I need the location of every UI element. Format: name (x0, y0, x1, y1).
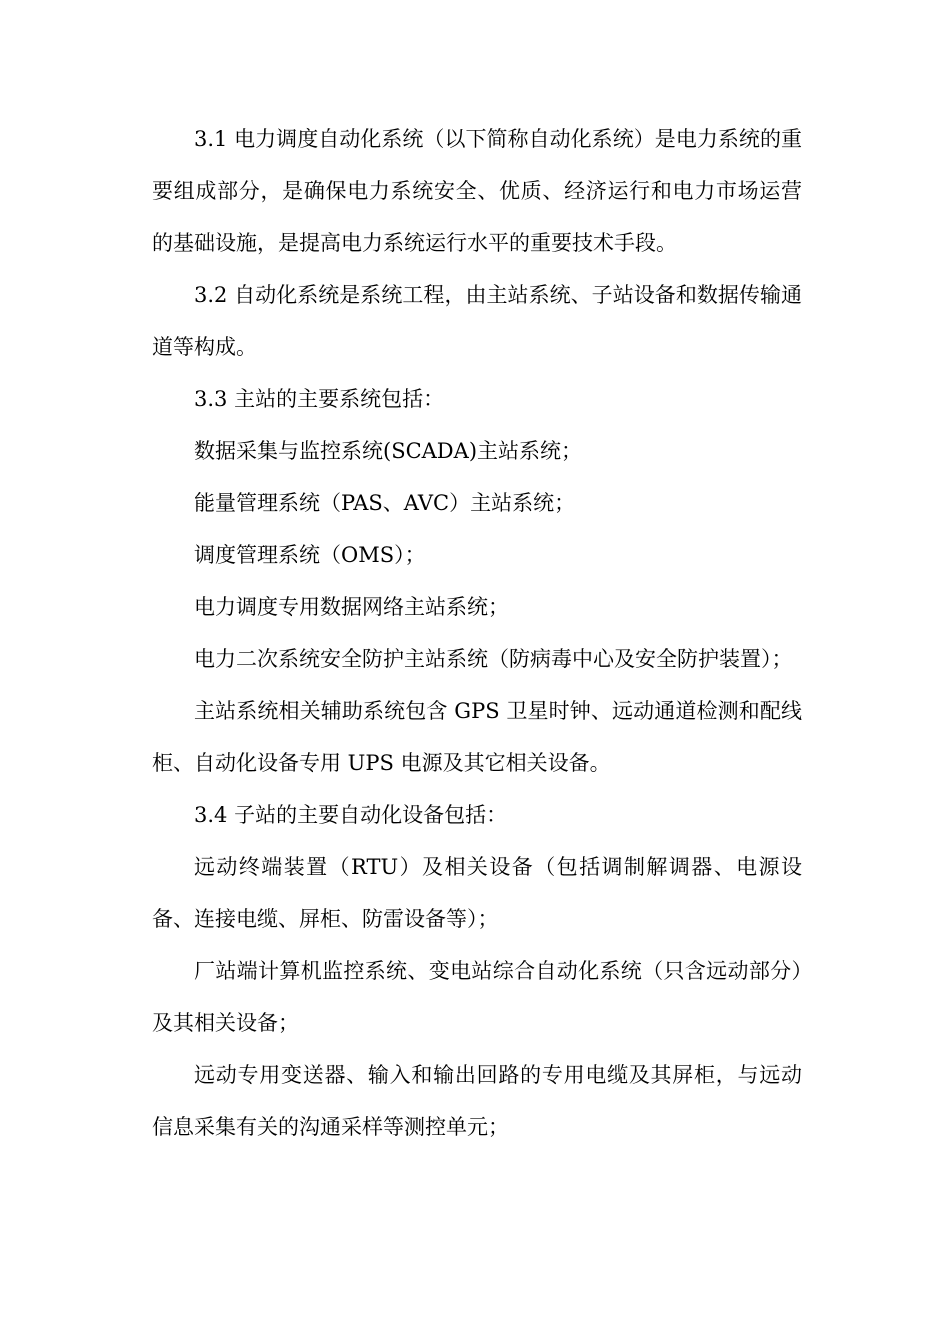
paragraph-3-1: 3.1 电力调度自动化系统（以下简称自动化系统）是电力系统的重要组成部分，是确保电力系统安全、优质、经济运行和电力市场运营的基础设施，是提高电力系统运行水平的重要技术手段。 (152, 127, 802, 255)
document-body (152, 113, 802, 1153)
list-item-rtu: 远动终端装置（RTU）及相关设备（包括调制解调器、电源设备、连接电缆、屏柜、防雷设备等）； (152, 855, 802, 931)
list-item-oms: 调度管理系统（OMS）； (194, 543, 426, 567)
list-item-auxiliary-systems: 主站系统相关辅助系统包含 GPS 卫星时钟、远动通道检测和配线柜、自动化设备专用 UPS 电源及其它相关设备。 (152, 699, 802, 775)
list-item-pas-avc: 能量管理系统（PAS、AVC）主站系统； (194, 491, 576, 515)
paragraph-3-4: 3.4 子站的主要自动化设备包括： (194, 803, 508, 827)
paragraph-3-2: 3.2 自动化系统是系统工程，由主站系统、子站设备和数据传输通道等构成。 (152, 283, 802, 359)
list-item-scada: 数据采集与监控系统(SCADA)主站系统； (194, 439, 583, 463)
list-item-transmitters: 远动专用变送器、输入和输出回路的专用电缆及其屏柜，与远动信息采集有关的沟通采样等测控单元； (152, 1063, 802, 1139)
list-item-data-network: 电力调度专用数据网络主站系统； (194, 595, 509, 619)
list-item-security-protection: 电力二次系统安全防护主站系统（防病毒中心及安全防护装置）； (194, 647, 793, 671)
paragraph-3-3: 3.3 主站的主要系统包括： (194, 387, 445, 411)
list-item-station-monitoring: 厂站端计算机监控系统、变电站综合自动化系统（只含远动部分）及其相关设备； (152, 959, 802, 1035)
